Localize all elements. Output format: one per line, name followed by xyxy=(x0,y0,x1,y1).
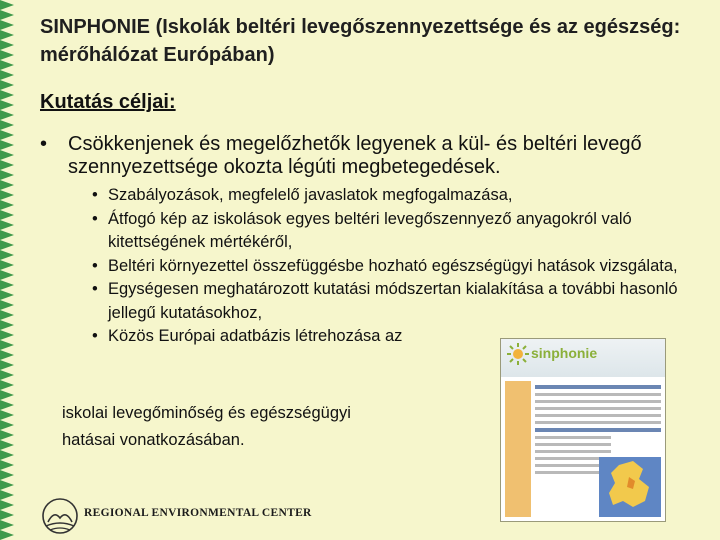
website-sidebar xyxy=(505,381,531,517)
website-screenshot xyxy=(500,338,666,522)
sun-logo-icon xyxy=(507,343,529,365)
sub-bullet-text: Közös Európai adatbázis létrehozása az xyxy=(108,327,403,345)
sub-bullet-list xyxy=(92,184,712,349)
main-bullet xyxy=(40,133,700,179)
europe-map-icon xyxy=(599,457,661,517)
sub-bullet-text: Egységesen meghatározott kutatási módszertan kialakítása a további hasonló jellegű kutatásokhoz, xyxy=(108,280,678,322)
sub-bullet-text: Szabályozások, megfelelő javaslatok megfogalmazása, xyxy=(108,186,513,204)
footer-organization: REGIONAL ENVIRONMENTAL CENTER xyxy=(84,507,312,519)
section-heading: Kutatás céljai: xyxy=(40,91,176,113)
website-brand: sinphonie xyxy=(531,345,598,361)
bullet-marker: • xyxy=(40,133,48,155)
sub-bullet: • Beltéri környezettel összefüggésbe hozható egészségügyi hatások vizsgálata, xyxy=(92,255,712,279)
sub-bullet: • Közös Európai adatbázis létrehozása az xyxy=(92,325,712,349)
slide-title: SINPHONIE (Iskolák beltéri levegőszennyezettsége és az egészség: mérőhálózat Európában) xyxy=(40,16,681,66)
sub-bullet: • Egységesen meghatározott kutatási módszertan kialakítása a további hasonló jellegű kutatásokhoz, xyxy=(92,278,712,325)
sub-bullet: • Szabályozások, megfelelő javaslatok megfogalmazása, xyxy=(92,184,712,208)
decorative-zigzag-border xyxy=(0,0,18,540)
sub-bullet-text: Beltéri környezettel összefüggésbe hozható egészségügyi hatások vizsgálata, xyxy=(108,256,678,275)
website-header xyxy=(501,339,665,377)
continuation-line: iskolai levegőminőség és egészségügyi xyxy=(62,404,351,422)
continuation-line: hatásai vonatkozásában. xyxy=(62,431,245,449)
main-bullet-text: Csökkenjenek és megelőzhetők legyenek a kül- és beltéri levegő szennyezettsége okozta légúti megbetegedések. xyxy=(68,133,642,178)
sub-bullet: • Átfogó kép az iskolások egyes beltéri levegőszennyező anyagokról való kitettségének mértékéről, xyxy=(92,208,712,255)
rec-logo-icon xyxy=(36,496,84,538)
sub-bullet-text: Átfogó kép az iskolások egyes beltéri levegőszennyező anyagokról való kitettségének mértékéről, xyxy=(108,209,632,251)
